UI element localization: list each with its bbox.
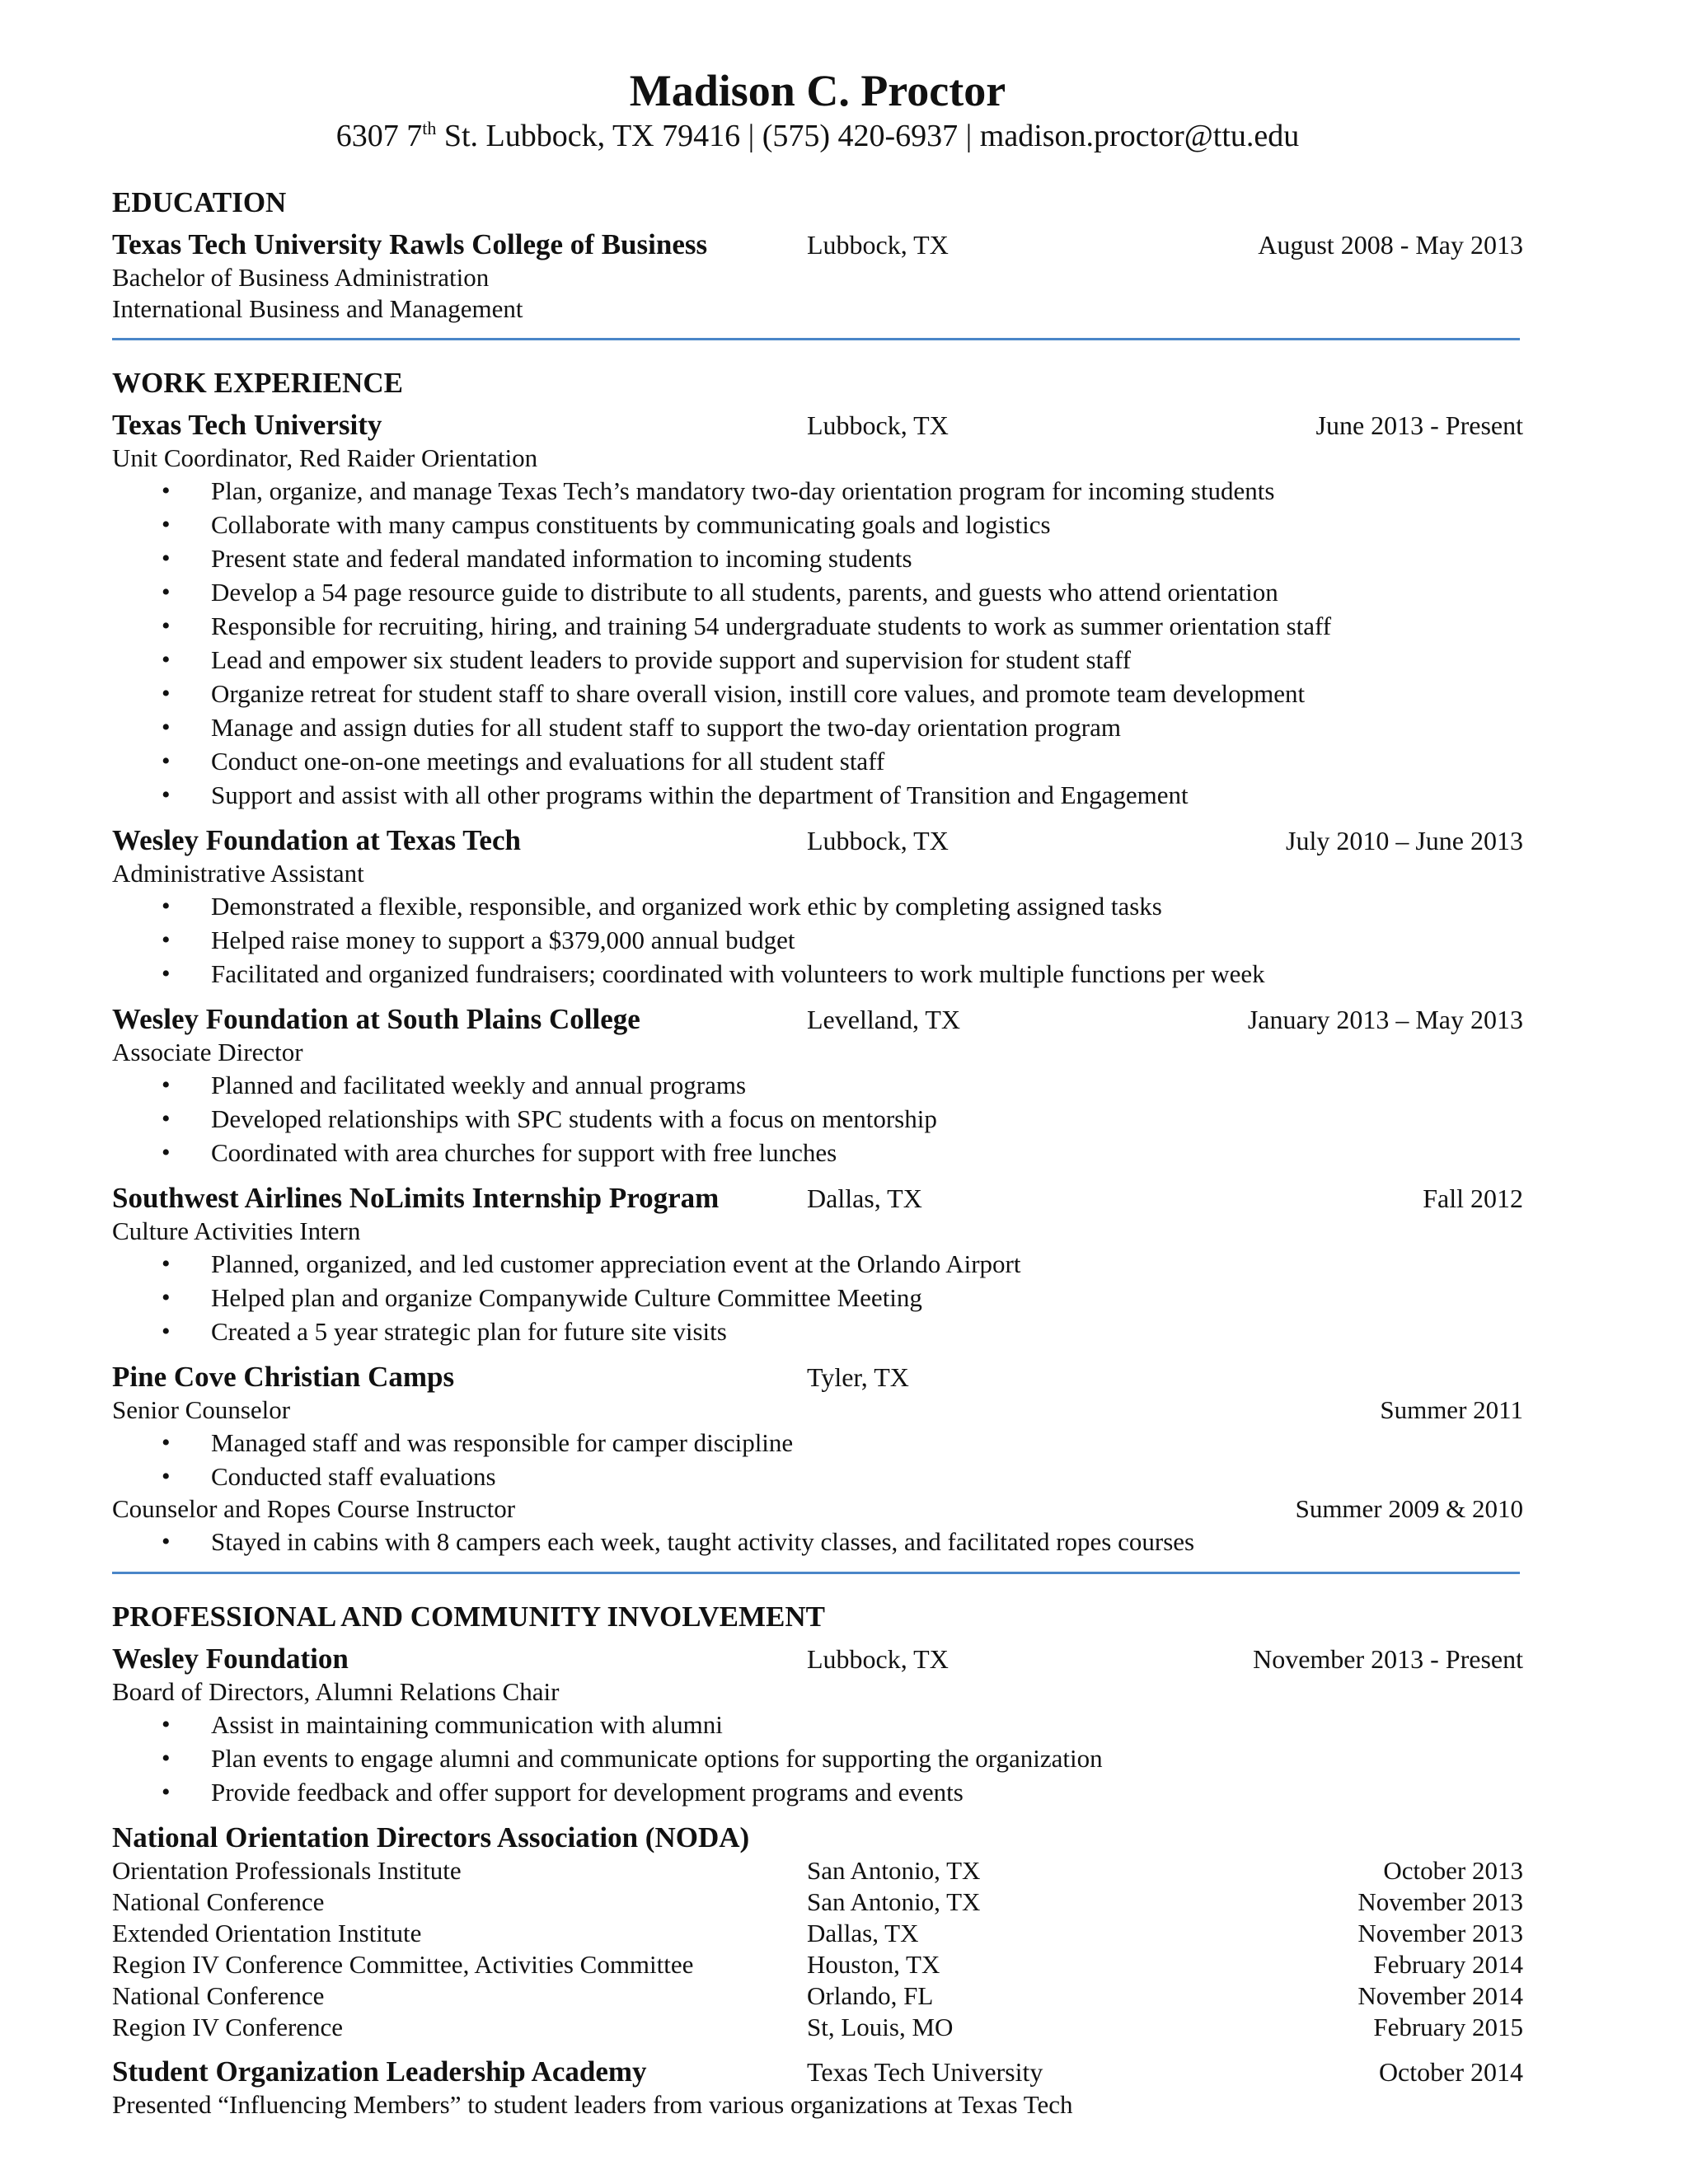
bullet-item: • Collaborate with many campus constituents by communicating goals and logistics — [112, 508, 1523, 541]
entry-header — [112, 408, 1523, 443]
entry-dates: Summer 2009 & 2010 — [1295, 1494, 1523, 1523]
bullet-item: • Manage and assign duties for all student staff to support the two-day orientation program — [112, 710, 1523, 744]
bullet-item: • Coordinated with area churches for support with free lunches — [112, 1136, 1523, 1169]
entry-org: Southwest Airlines NoLimits Internship Program — [112, 1182, 720, 1214]
noda-event-row — [112, 1980, 1523, 2012]
bullet-item: • Demonstrated a flexible, responsible, and organized work ethic by completing assigned tasks — [112, 889, 1523, 923]
event-name: Region IV Conference — [112, 2013, 344, 2041]
entry-location: Tyler, TX — [807, 1362, 909, 1392]
entry-location: Texas Tech University — [807, 2057, 1043, 2087]
event-location: San Antonio, TX — [807, 1856, 981, 1885]
entry-role: Culture Activities Intern — [112, 1216, 361, 1245]
bullet-item: • Present state and federal mandated information to incoming students — [112, 541, 1523, 575]
role-row — [112, 1493, 1523, 1525]
event-name: National Conference — [112, 1981, 325, 2010]
event-date: February 2015 — [1373, 2013, 1523, 2041]
event-date: February 2014 — [1373, 1950, 1523, 1979]
entry-location: Lubbock, TX — [807, 826, 949, 855]
prof-entry-academy — [112, 2055, 1523, 2121]
role-row — [112, 1394, 1523, 1426]
event-date: November 2013 — [1357, 1887, 1523, 1916]
address-rest: St. Lubbock, TX 79416 | (575) 420-6937 | madison.proctor@ttu.edu — [436, 119, 1300, 153]
bullet-list — [112, 1426, 1523, 1493]
entry-header — [112, 1360, 1523, 1394]
event-location: Houston, TX — [807, 1950, 940, 1979]
bullet-item: • Conduct one-on-one meetings and evaluations for all student staff — [112, 744, 1523, 778]
work-entry-southwest — [112, 1181, 1523, 1348]
prof-entry-wesley — [112, 1642, 1523, 1809]
noda-event-row — [112, 2012, 1523, 2043]
event-name: Extended Orientation Institute — [112, 1919, 422, 1947]
noda-event-row — [112, 1949, 1523, 1980]
bullet-item: • Created a 5 year strategic plan for future site visits — [112, 1315, 1523, 1348]
event-name: National Conference — [112, 1887, 325, 1916]
event-date: November 2014 — [1357, 1981, 1523, 2010]
noda-event-row — [112, 1855, 1523, 1886]
entry-role: Counselor and Ropes Course Instructor — [112, 1494, 516, 1523]
bullet-item: • Lead and empower six student leaders to provide support and supervision for student staff — [112, 643, 1523, 677]
address-superscript: th — [422, 118, 437, 138]
bullet-item: • Assist in maintaining communication with alumni — [112, 1708, 1523, 1741]
bullet-list — [112, 1525, 1523, 1558]
bullet-item: • Develop a 54 page resource guide to distribute to all students, parents, and guests who attend orientation — [112, 575, 1523, 609]
entry-role: Board of Directors, Alumni Relations Chair — [112, 1677, 560, 1706]
candidate-name: Madison C. Proctor — [629, 66, 1006, 115]
entry-org: Wesley Foundation at South Plains College — [112, 1003, 640, 1035]
entry-org: Texas Tech University — [112, 409, 382, 441]
entry-header — [112, 1642, 1523, 1676]
entry-org: Student Organization Leadership Academy — [112, 2055, 647, 2088]
bullet-item: • Helped plan and organize Companywide Culture Committee Meeting — [112, 1281, 1523, 1315]
entry-dates: August 2008 - May 2013 — [1258, 230, 1523, 260]
entry-header — [112, 823, 1523, 858]
bullet-item: • Planned, organized, and led customer appreciation event at the Orlando Airport — [112, 1247, 1523, 1281]
entry-dates: Fall 2012 — [1423, 1183, 1523, 1213]
event-name: Orientation Professionals Institute — [112, 1856, 462, 1885]
event-date: November 2013 — [1357, 1919, 1523, 1947]
bullet-item: • Stayed in cabins with 8 campers each week, taught activity classes, and facilitated ropes courses — [112, 1525, 1523, 1558]
bullet-item: • Helped raise money to support a $379,000 annual budget — [112, 923, 1523, 957]
major-line: International Business and Management — [112, 294, 523, 323]
entry-org: Pine Cove Christian Camps — [112, 1361, 455, 1393]
entry-dates: November 2013 - Present — [1253, 1644, 1523, 1674]
bullet-list — [112, 889, 1523, 991]
entry-dates: January 2013 – May 2013 — [1247, 1005, 1523, 1034]
bullet-item: • Managed staff and was responsible for camper discipline — [112, 1426, 1523, 1460]
event-location: Orlando, FL — [807, 1981, 934, 2010]
degree-line: Bachelor of Business Administration — [112, 263, 490, 292]
entry-role: Unit Coordinator, Red Raider Orientation — [112, 443, 538, 472]
entry-header — [112, 1821, 1523, 1855]
work-entry-ttu — [112, 408, 1523, 812]
entry-location: Lubbock, TX — [807, 1644, 949, 1674]
event-location: San Antonio, TX — [807, 1887, 981, 1916]
bullet-list — [112, 1068, 1523, 1169]
section-title-work: WORK EXPERIENCE — [112, 367, 403, 399]
entry-location: Levelland, TX — [807, 1005, 961, 1034]
entry-header — [112, 227, 1523, 262]
event-location: Dallas, TX — [807, 1919, 919, 1947]
entry-org: Wesley Foundation — [112, 1643, 349, 1675]
bullet-list — [112, 1708, 1523, 1809]
prof-entry-noda — [112, 1821, 1523, 2043]
bullet-item: • Planned and facilitated weekly and annual programs — [112, 1068, 1523, 1102]
bullet-item: • Support and assist with all other programs within the department of Transition and Engagement — [112, 778, 1523, 812]
contact-line — [112, 117, 1523, 155]
section-divider — [112, 338, 1520, 340]
bullet-item: • Organize retreat for student staff to share overall vision, instill core values, and promote team development — [112, 677, 1523, 710]
entry-location: Dallas, TX — [807, 1183, 922, 1213]
entry-dates: June 2013 - Present — [1315, 410, 1523, 440]
bullet-item: • Provide feedback and offer support for development programs and events — [112, 1775, 1523, 1809]
entry-dates: October 2014 — [1378, 2057, 1523, 2087]
event-name: Region IV Conference Committee, Activities Committee — [112, 1950, 694, 1979]
entry-header — [112, 1002, 1523, 1037]
address-number: 6307 7 — [335, 119, 423, 153]
bullet-list — [112, 1247, 1523, 1348]
noda-event-row — [112, 1886, 1523, 1918]
entry-org: Wesley Foundation at Texas Tech — [112, 824, 521, 856]
entry-role: Associate Director — [112, 1038, 303, 1066]
noda-event-row — [112, 1918, 1523, 1949]
entry-role: Administrative Assistant — [112, 859, 364, 888]
education-entry — [112, 227, 1523, 325]
bullet-list — [112, 474, 1523, 812]
entry-description: Presented “Influencing Members” to student leaders from various organizations at Texas Tech — [112, 2090, 1073, 2119]
work-entry-wesley-ttu — [112, 823, 1523, 991]
section-title-education: EDUCATION — [112, 186, 287, 218]
bullet-item: • Responsible for recruiting, hiring, and training 54 undergraduate students to work as summer orientation staff — [112, 609, 1523, 643]
resume-page — [112, 58, 1523, 2121]
entry-location: Lubbock, TX — [807, 410, 949, 440]
section-title-professional: PROFESSIONAL AND COMMUNITY INVOLVEMENT — [112, 1601, 826, 1633]
event-date: October 2013 — [1383, 1856, 1523, 1885]
entry-org: Texas Tech University Rawls College of Business — [112, 228, 708, 260]
entry-dates: Summer 2011 — [1380, 1395, 1523, 1424]
bullet-item: • Facilitated and organized fundraisers; coordinated with volunteers to work multiple functions per week — [112, 957, 1523, 991]
entry-location: Lubbock, TX — [807, 230, 949, 260]
work-entry-wesley-spc — [112, 1002, 1523, 1169]
bullet-item: • Plan events to engage alumni and communicate options for supporting the organization — [112, 1741, 1523, 1775]
entry-role: Senior Counselor — [112, 1395, 291, 1424]
bullet-item: • Developed relationships with SPC students with a focus on mentorship — [112, 1102, 1523, 1136]
bullet-item: • Plan, organize, and manage Texas Tech’s mandatory two-day orientation program for incoming students — [112, 474, 1523, 508]
section-divider — [112, 1572, 1520, 1574]
entry-dates: July 2010 – June 2013 — [1286, 826, 1523, 855]
work-entry-pine-cove — [112, 1360, 1523, 1558]
event-location: St, Louis, MO — [807, 2013, 954, 2041]
entry-org: National Orientation Directors Association (NODA) — [112, 1821, 750, 1854]
entry-header — [112, 1181, 1523, 1216]
entry-header — [112, 2055, 1523, 2089]
bullet-item: • Conducted staff evaluations — [112, 1460, 1523, 1493]
